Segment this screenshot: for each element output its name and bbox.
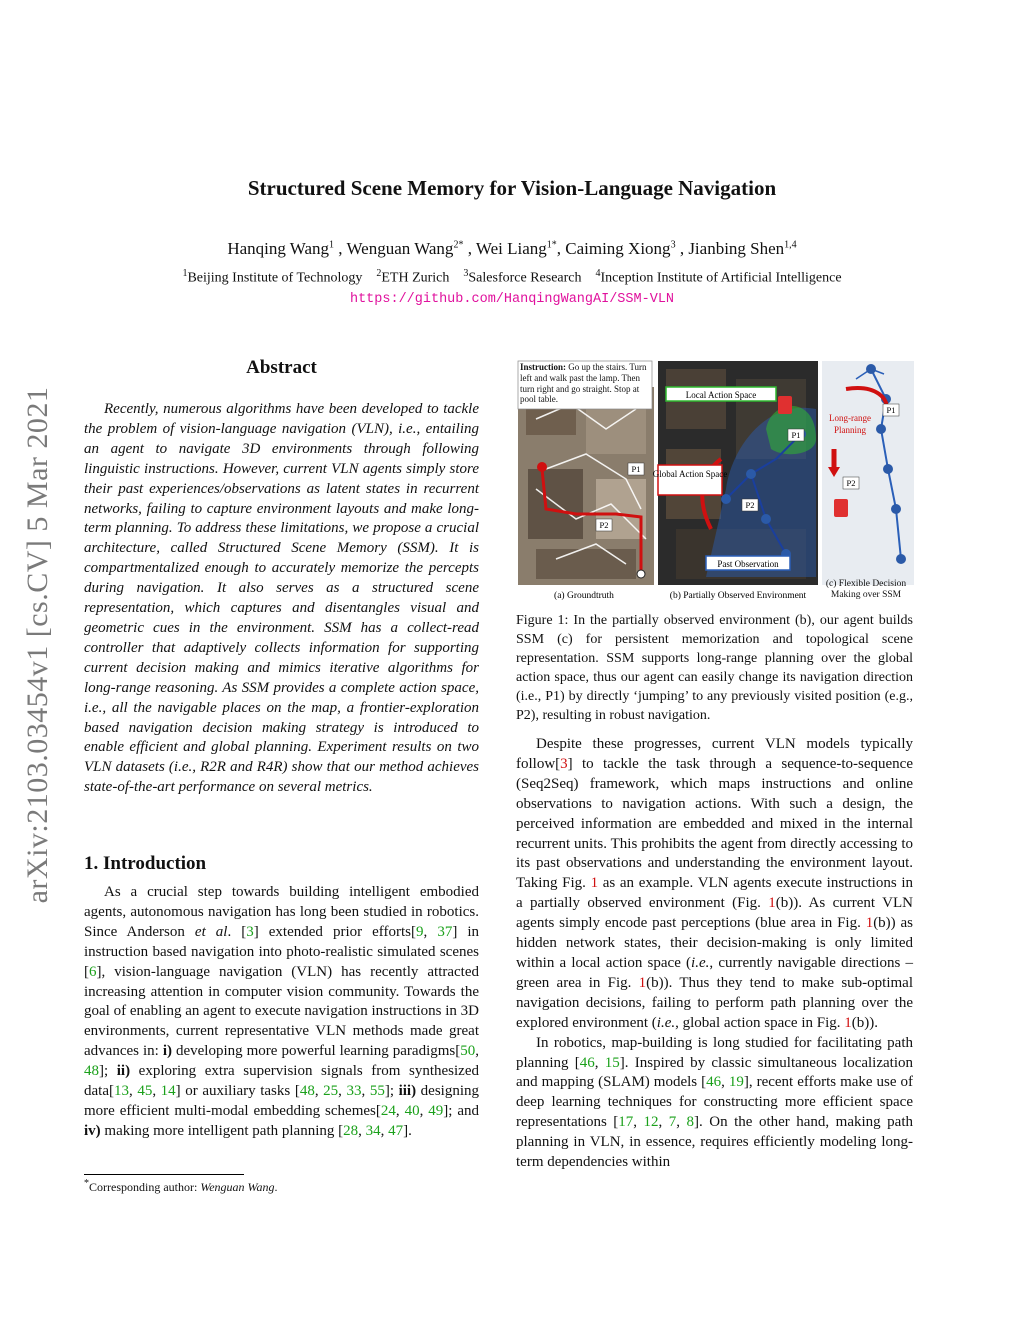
figure-1-caption: Figure 1: In the partially observed environment (b), our agent builds SSM (c) for persistent memorization and topological scene representation. SSM supports long-range planning over the global action space, thus our agent can easily change its navigation direction (i.e., P1) by directly ‘jumping’ to any previously visited position (e.g., P2), resulting in robust navigation.	[516, 613, 913, 723]
author: Caiming Xiong	[565, 239, 671, 258]
citation-link[interactable]: 37	[437, 923, 453, 940]
intro-paragraph: As a crucial step towards building intelligent embodied agents, autonomous navigation has long been studied in robotics. Since Anderson et al. [3] extended prior efforts[9, 37] in instruction based navigation into photo-realistic simulated scenes [6], vision-language navigation (VLN) has recently attracted increasing attention in computer vision community. Towards the goal of enabling an agent to execute navigation instructions in 3D environments, current representative VLN methods made great advances in: i) developing more powerful learning paradigms[50, 48]; ii) exploring extra supervision signals from synthesized data[13, 45, 14] or auxiliary tasks [48, 25, 33, 55]; iii) designing more efficient multi-modal embedding schemes[24, 40, 49]; and iv) making more intelligent path planning [28, 34, 47].	[84, 884, 480, 1139]
citation-link[interactable]: 46	[579, 1054, 595, 1071]
affiliations: $^1$Beijing Institute of Technology $^2$ETH Zurich $^3$Salesforce Research $^4$Inception Institute of Artificial Intelligence	[182, 268, 842, 286]
citation-link[interactable]: 15	[604, 1054, 620, 1071]
citation-link[interactable]: 50	[460, 1043, 476, 1060]
abstract-text: Recently, numerous algorithms have been developed to tackle the problem of vision-language navigation (VLN), i.e., entailing an agent to navigate 3D environments through following linguistic instructions. However, current VLN agents simply store their past experiences/observations as latent states in recurrent networks, failing to capture environment layouts and make long-term planning. To address these limitations, we propose a crucial architecture, called Structured Scene Memory (SSM). It is compartmentalized enough to accurately memorize the percepts during navigation. It also serves as a structured scene representation, which captures and disentangles visual and geometric cues in the environment. SSM has a collect-read controller that adaptively collects information for supporting current decision making and mimics iterative algorithms for long-range reasoning. As SSM provides a complete action space, i.e., all the navigable places on the map, a frontier-exploration based navigation decision making strategy is introduced to enable efficient and global planning. Experiment results on two VLN datasets (i.e., R2R and R4R) show that our method achieves state-of-the-art performance on several metrics.	[84, 401, 479, 796]
author-list: Hanqing Wang$^1$ , Wenguan Wang$^{2*}$ , Wei Liang$^{1*}$, Caiming Xiong$^3$ , Jianbing Shen$^{1,4}$	[227, 239, 797, 258]
abstract-heading: Abstract	[246, 357, 317, 378]
figure-link[interactable]: 1	[590, 875, 599, 892]
svg-text:Planning: Planning	[833, 425, 867, 435]
citation-link[interactable]: 49	[428, 1102, 444, 1119]
author: Jianbing Shen	[688, 239, 785, 258]
figure-link[interactable]: 1	[768, 895, 776, 912]
citation-link[interactable]: 19	[728, 1074, 744, 1091]
figure-link[interactable]: 1	[638, 974, 647, 991]
figure-1-graphic	[516, 359, 914, 609]
label-global-action-space: Global Action Space	[652, 469, 728, 479]
affiliation: Beijing Institute of Technology	[187, 270, 363, 286]
svg-text:P2: P2	[846, 478, 856, 488]
abstract-body	[84, 400, 479, 798]
paper-title: Structured Scene Memory for Vision-Language Navigation	[247, 176, 777, 200]
svg-text:P1: P1	[791, 430, 801, 440]
affiliation: ETH Zurich	[381, 270, 450, 286]
citation-link[interactable]: 33	[346, 1083, 362, 1100]
citation-link[interactable]: 14	[160, 1083, 176, 1100]
repo-link[interactable]: https://github.com/HanqingWangAI/SSM-VLN	[349, 292, 675, 307]
citation-link[interactable]: 13	[113, 1083, 129, 1100]
arxiv-side-label	[18, 360, 58, 930]
citation-link[interactable]: 25	[323, 1083, 339, 1100]
citation-link[interactable]: 48	[84, 1063, 99, 1080]
paragraph: Despite these progresses, current VLN models typically follow[3] to tackle the task through a sequence-to-sequence (Seq2Seq) framework, which maps instructions and online observations to navigation actions. With such a design, the perceived information are embedded and mixed in the internal recurrent units. This prohibits the agent from directly accessing to its past observations and understanding the environment layout. Taking Fig. 1 as an example. VLN agents execute instructions in a partially observed environment (Fig. 1(b)). As current VLN agents simply encode past perceptions (blue area in Fig. 1(b)) as hidden network states, their decision-making is only limited within a local action space (i.e., currently navigable directions – green area in Fig. 1(b)). Thus they tend to make sub-optimal navigation decisions, failing to perform path planning over the explored environment (i.e., global action space in Fig. 1(b)).	[516, 736, 914, 1031]
citation-link[interactable]: 48	[299, 1083, 315, 1100]
citation-link[interactable]: 8	[686, 1114, 695, 1131]
author: Wenguan Wang	[346, 239, 454, 258]
citation-link[interactable]: 40	[404, 1102, 420, 1119]
label-p1: P1	[631, 464, 641, 474]
affiliation: Salesforce Research	[468, 270, 582, 286]
subcaption-c: (c) Flexible Decision Making over SSM	[825, 579, 907, 600]
svg-text:P2: P2	[745, 500, 755, 510]
subcaption-a: (a) Groundtruth	[554, 591, 614, 601]
arxiv-identifier: arXiv:2103.03454v1 [cs.CV] 5 Mar 2021	[21, 386, 54, 904]
citation-link[interactable]: 34	[365, 1122, 381, 1139]
paragraph: In robotics, map-building is long studied for facilitating path planning [46, 15]. Inspired by classic simultaneous localization and mapping (SLAM) models [46, 19], recent efforts make use of deep learning techniques for constructing more efficient space representations [17, 12, 7, 8]. On the other hand, making path planning in VLN, in essence, requires efficiently modeling long-term dependencies within	[516, 1034, 914, 1171]
figure-link[interactable]: 1	[865, 915, 874, 932]
figure-1	[516, 359, 914, 609]
citation-link[interactable]: 3	[560, 755, 568, 772]
label-past-observation: Past Observation	[717, 559, 779, 569]
right-column-text	[516, 735, 913, 1173]
label-long-range-planning: Long-range	[829, 413, 871, 423]
citation-link[interactable]: 45	[137, 1083, 153, 1100]
citation-link[interactable]: 55	[369, 1083, 385, 1100]
footnote-rule	[84, 1174, 244, 1175]
figure-link[interactable]: 1	[844, 1014, 852, 1031]
citation-link[interactable]: 28	[343, 1122, 359, 1139]
citation-link[interactable]: 9	[416, 923, 424, 940]
label-p2: P2	[599, 520, 609, 530]
citation-link[interactable]: 6	[89, 963, 97, 980]
citation-link[interactable]: 47	[388, 1122, 404, 1139]
citation-link[interactable]: 12	[643, 1114, 659, 1131]
author: Hanqing Wang	[227, 239, 330, 258]
affiliation: Inception Institute of Artificial Intelligence	[600, 270, 842, 286]
instruction-text: Instruction: Go up the stairs. Turn left and walk past the lamp. Then turn right and go straight. Stop at pool table.	[520, 362, 647, 405]
citation-link[interactable]: 24	[380, 1102, 396, 1119]
label-local-action-space: Local Action Space	[685, 390, 757, 400]
section-heading-introduction: 1. Introduction	[84, 853, 207, 874]
citation-link[interactable]: 17	[618, 1114, 634, 1131]
svg-text:P1: P1	[886, 405, 896, 415]
citation-link[interactable]: 46	[706, 1074, 722, 1091]
author: Wei Liang	[475, 239, 547, 258]
footnote: *Corresponding author: Wenguan Wang.	[84, 1178, 278, 1194]
citation-link[interactable]: 3	[246, 923, 254, 940]
subcaption-b: (b) Partially Observed Environment	[669, 591, 807, 601]
citation-link[interactable]: 7	[668, 1114, 677, 1131]
